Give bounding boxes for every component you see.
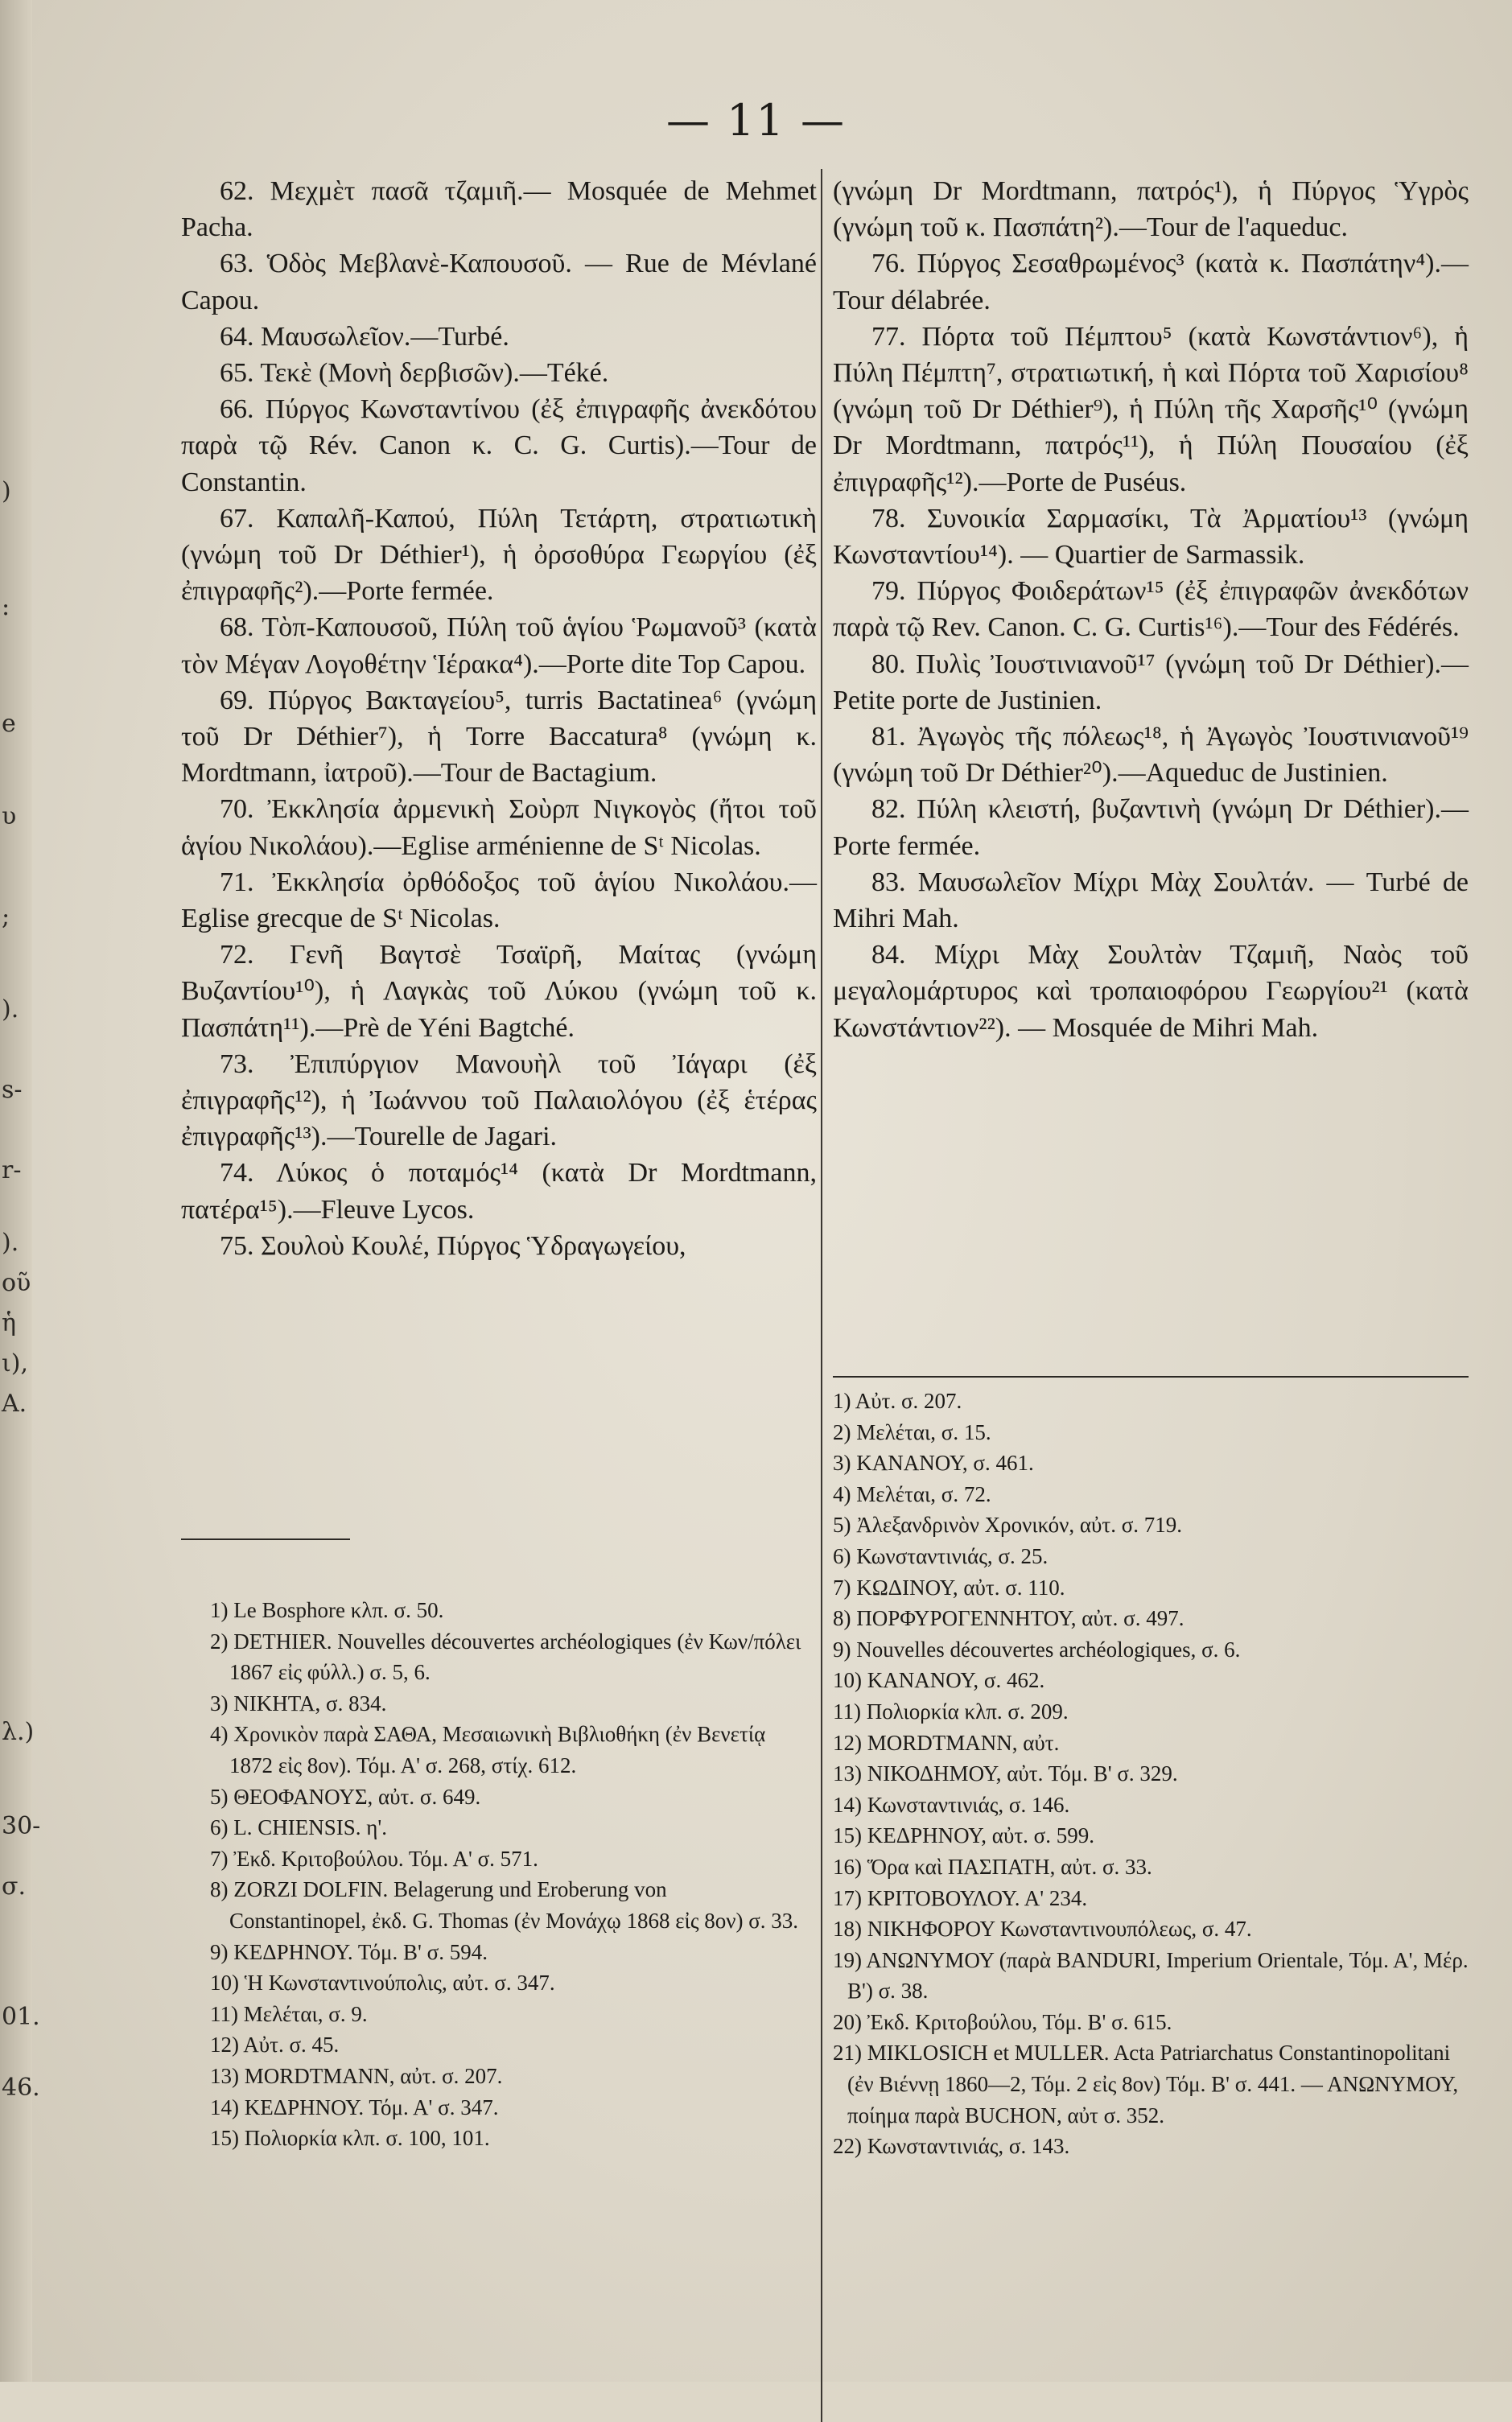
entry-64: 64. Μαυσωλεῖον.—Turbé. [220,321,509,352]
footnote: 13) ΝΙΚΟΔΗΜΟΥ, αὐτ. Τόμ. Β' σ. 329. [833,1761,1178,1786]
margin-mark: 30- [2,1812,41,1840]
footnote: 4) Χρονικὸν παρὰ ΣΑΘΑ, Μεσαιωνικὴ Βιβλιοθήκη (ἐν Βενετίᾳ 1872 εἰς 8ον). Τόμ. Α' σ. 268, στίχ. 612. [210,1722,766,1777]
footnote: 7) Ἐκδ. Κριτοβούλου. Τόμ. Α' σ. 571. [210,1846,538,1871]
entry-75: 75. Σουλοὺ Κουλέ, Πύργος Ὑδραγωγείου, [220,1230,686,1261]
footnote-rule [833,1376,1469,1378]
footnote: 14) Κωνσταντινιάς, σ. 146. [833,1792,1070,1817]
margin-mark: 46. [2,2074,40,2102]
footnote: 3) ΝΙΚΗΤΑ, σ. 834. [210,1691,387,1716]
margin-mark: οῦ [2,1269,31,1297]
footnote: 14) ΚΕΔΡΗΝΟΥ. Τόμ. Α' σ. 347. [210,2095,499,2119]
entry-83: 83. Μαυσωλεῖον Μίχρι Μὰχ Σουλτάν. — Turbé de Mihri Mah. [833,867,1469,934]
footnote: 6) Κωνσταντινιάς, σ. 25. [833,1543,1049,1568]
right-column [833,173,1469,1046]
margin-mark: s- [2,1076,23,1104]
entry-66: 66. Πύργος Κωνσταντίνου (ἐξ ἐπιγραφῆς ἀνεκδότου παρὰ τῷ Rév. Canon κ. C. G. Curtis).—Tour de Constantin. [181,394,817,497]
margin-mark: ἡ [2,1309,16,1337]
footnote: 6) L. CHIENSIS. η'. [210,1815,387,1840]
footnotes-left [181,1595,809,2154]
margin-mark: A. [2,1390,27,1418]
footnote: 17) ΚΡΙΤΟΒΟΥΛΟΥ. Α' 234. [833,1885,1088,1910]
footnote: 7) ΚΩΔΙΝΟΥ, αὐτ. σ. 110. [833,1575,1065,1600]
footnote: 4) Μελέται, σ. 72. [833,1481,991,1506]
footnote: 3) ΚΑΝΑΝΟΥ, σ. 461. [833,1451,1034,1476]
footnote: 5) Ἀλεξανδρινὸν Χρονικόν, αὐτ. σ. 719. [833,1513,1183,1538]
footnote: 8) ΠΟΡΦΥΡΟΓΕΝΝΗΤΟΥ, αὐτ. σ. 497. [833,1606,1184,1631]
footnote: 11) Μελέται, σ. 9. [210,2001,368,2026]
entry-70: 70. Ἐκκλησία ἀρμενικὴ Σοὺρπ Νιγκογὸς (ἤτοι τοῦ ἁγίου Νικολάου).—Eglise arménienne de Sᵗ Nicolas. [181,794,817,861]
entry-76: 76. Πύργος Σεσαθρωμένος³ (κατὰ κ. Πασπάτην⁴).—Tour délabrée. [833,249,1469,315]
margin-mark: ι), [2,1349,29,1378]
footnote: 11) Πολιορκία κλπ. σ. 209. [833,1699,1069,1724]
footnote: 2) DETHIER. Nouvelles découvertes archéologiques (ἐν Κων/πόλει 1867 εἰς φύλλ.) σ. 5, 6. [210,1629,801,1685]
footnote: 9) ΚΕΔΡΗΝΟΥ. Τόμ. Β' σ. 594. [210,1939,488,1964]
entry-79: 79. Πύργος Φοιδεράτων¹⁵ (ἐξ ἐπιγραφῶν ἀνεκδότων παρὰ τῷ Rev. Canon. C. G. Curtis¹⁶).—Tour des Fédérés. [833,576,1469,643]
footnotes-right [833,1386,1469,2162]
footnote: 15) Πολιορκία κλπ. σ. 100, 101. [210,2126,490,2151]
entry-75-continued: (γνώμη Dr Mordtmann, πατρός¹), ἡ Πύργος Ὑγρὸς (γνώμη τοῦ κ. Πασπάτη²).—Tour de l'aqueduc. [833,176,1469,243]
entry-78: 78. Συνοικία Σαρμασίκι, Τὰ Ἀρματίου¹³ (γνώμη Κωνσταντίου¹⁴). — Quartier de Sarmassik. [833,503,1469,570]
column-divider [821,169,822,2422]
footnote: 12) MORDTMANN, αὐτ. [833,1730,1060,1755]
entry-67: 67. Καπαλῆ-Καπού, Πύλη Τετάρτη, στρατιωτικὴ (γνώμη τοῦ Dr Déthier¹), ἡ ὀρσοθύρα Γεωργίου (ἐξ ἐπιγραφῆς²).—Porte fermée. [181,503,817,607]
footnote: 12) Αὐτ. σ. 45. [210,2033,340,2057]
entry-69: 69. Πύργος Βακταγείου⁵, turris Bactatinea⁶ (γνώμη τοῦ Dr Déthier⁷), ἡ Torre Baccatura⁸ (γνώμη κ. Mordtmann, ἰατροῦ).—Tour de Bactagium. [181,685,817,789]
page-number: — 11 — [665,95,847,146]
margin-mark: ) [2,477,11,505]
footnote: 18) ΝΙΚΗΦΟΡΟΥ Κωνσταντινουπόλεως, σ. 47. [833,1917,1252,1942]
footnote: 5) ΘΕΟΦΑΝΟΥΣ, αὐτ. σ. 649. [210,1784,481,1809]
margin-mark: e [2,710,16,738]
footnote: 13) MORDTMANN, αὐτ. σ. 207. [210,2063,503,2088]
entry-84: 84. Μίχρι Μὰχ Σουλτὰν Τζαμιῆ, Ναὸς τοῦ μεγαλομάρτυρος καὶ τροπαιοφόρου Γεωργίου²¹ (κατὰ Κωνστάντιον²²). — Mosquée de Mihri Mah. [833,940,1469,1043]
footnote: 1) Αὐτ. σ. 207. [833,1389,962,1413]
footnote: 21) MIKLOSICH et MULLER. Acta Patriarchatus Constantinopolitani (ἐν Βιέννῃ 1860—2, Τόμ. 2 εἰς 8ον) Τόμ. Β' σ. 441. — ΑΝΩΝΥΜΟΥ, ποίημα παρὰ BUCHON, αὐτ σ. 352. [833,2041,1459,2127]
footnote: 22) Κωνσταντινιάς, σ. 143. [833,2134,1070,2159]
entry-62: 62. Μεχμὲτ πασᾶ τζαμιῆ.— Mosquée de Mehmet Pacha. [181,176,817,243]
entry-77: 77. Πόρτα τοῦ Πέμπτου⁵ (κατὰ Κωνστάντιον⁶), ἡ Πύλη Πέμπτη⁷, στρατιωτική, ἡ καὶ Πόρτα τοῦ Χαρισίου⁸ (γνώμη τοῦ Dr Déthier⁹), ἡ Πύλη τῆς Χαρσῆς¹⁰ (γνώμη Dr Mordtmann, πατρός¹¹), ἡ Πύλη Πουσαίου (ἐξ ἐπιγραφῆς¹²).—Porte de Puséus. [833,321,1469,497]
entry-74: 74. Λύκος ὁ ποταμός¹⁴ (κατὰ Dr Mordtmann, πατέρα¹⁵).—Fleuve Lycos. [181,1158,817,1225]
margin-mark: λ.) [2,1718,35,1746]
footnote: 10) Ἡ Κωνσταντινούπολις, αὐτ. σ. 347. [210,1971,555,1996]
entry-73: 73. Ἐπιπύργιον Μανουὴλ τοῦ Ἰάγαρι (ἐξ ἐπιγραφῆς¹²), ἡ Ἰωάννου τοῦ Παλαιολόγου (ἐξ ἑτέρας ἐπιγραφῆς¹³).—Tourelle de Jagari. [181,1048,817,1152]
entry-71: 71. Ἐκκλησία ὀρθόδοξος τοῦ ἁγίου Νικολάου.—Eglise grecque de Sᵗ Nicolas. [181,867,817,934]
footnote: 16) Ὅρα καὶ ΠΑΣΠΑΤΗ, αὐτ. σ. 33. [833,1854,1152,1879]
entry-82: 82. Πύλη κλειστή, βυζαντινὴ (γνώμη Dr Déthier).—Porte fermée. [833,794,1469,861]
margin-mark: σ. [2,1872,27,1901]
footnote-rule [181,1538,350,1540]
book-gutter [0,0,41,2382]
entry-68: 68. Τὸπ-Καπουσοῦ, Πύλη τοῦ ἁγίου Ῥωμανοῦ³ (κατὰ τὸν Μέγαν Λογοθέτην Ἱέρακα⁴).—Porte dite Top Capou. [181,612,817,679]
footnote: 20) Ἐκδ. Κριτοβούλου, Τόμ. Β' σ. 615. [833,2009,1172,2034]
footnote: 1) Le Bosphore κλπ. σ. 50. [210,1598,444,1622]
margin-mark: ; [2,903,10,931]
entry-65: 65. Τεκὲ (Μονὴ δερβισῶν).—Téké. [220,358,609,389]
margin-mark: 01. [2,2003,40,2031]
margin-mark: ). [2,995,19,1024]
entry-72: 72. Γενῆ Βαγτσὲ Τσαϊρῆ, Μαίτας (γνώμη Βυζαντίου¹⁰), ἡ Λαγκὰς τοῦ Λύκου (γνώμη τοῦ κ. Πασπάτη¹¹).—Prè de Yéni Bagtché. [181,940,817,1043]
entry-81: 81. Ἀγωγὸς τῆς πόλεως¹⁸, ἡ Ἀγωγὸς Ἰουστινιανοῦ¹⁹ (γνώμη τοῦ Dr Déthier²⁰).—Aqueduc de Justinien. [833,722,1469,789]
footnote: 19) ΑΝΩΝΥΜΟΥ (παρὰ BANDURI, Imperium Orientale, Τόμ. Α', Μέρ. Β') σ. 38. [833,1947,1469,2004]
margin-mark: : [2,593,10,621]
margin-mark: υ [2,802,17,830]
margin-mark: r- [2,1156,22,1184]
footnote: 15) ΚΕΔΡΗΝΟΥ, αὐτ. σ. 599. [833,1823,1094,1848]
footnote: 9) Nouvelles découvertes archéologiques, σ. 6. [833,1637,1241,1662]
footnote: 2) Μελέται, σ. 15. [833,1419,991,1444]
footnote: 10) ΚΑΝΑΝΟΥ, σ. 462. [833,1668,1045,1693]
margin-mark: ). [2,1229,19,1257]
entry-63: 63. Ὁδὸς Μεβλανὲ-Καπουσοῦ. — Rue de Mévlané Capou. [181,249,817,315]
footnote: 8) ZORZI DOLFIN. Belagerung und Eroberung von Constantinopel, ἐκδ. G. Thomas (ἐν Μονάχῳ 1868 εἰς 8ον) σ. 33. [210,1877,799,1933]
left-column [181,173,817,1264]
entry-80: 80. Πυλὶς Ἰουστινιανοῦ¹⁷ (γνώμη τοῦ Dr Déthier).—Petite porte de Justinien. [833,649,1469,715]
